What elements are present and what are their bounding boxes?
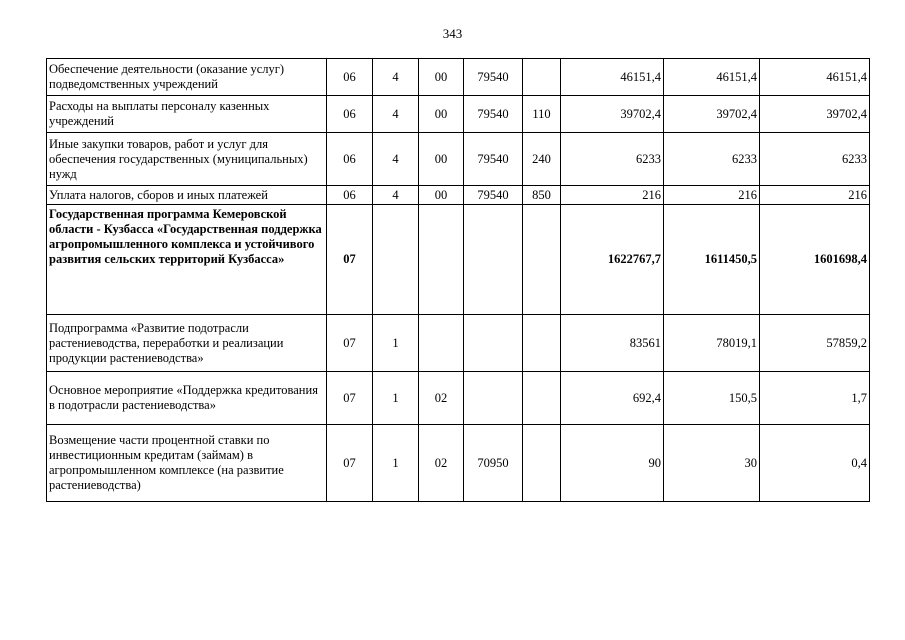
program-code: 07 — [327, 315, 373, 372]
amount-2: 216 — [664, 186, 760, 205]
subprogram-code — [373, 205, 419, 315]
subprogram-code: 4 — [373, 133, 419, 186]
amount-1: 692,4 — [561, 372, 664, 425]
subprogram-code: 4 — [373, 186, 419, 205]
program-code: 06 — [327, 186, 373, 205]
amount-1: 83561 — [561, 315, 664, 372]
table-row-program — [47, 205, 870, 315]
expense-type-code: 850 — [523, 186, 561, 205]
amount-1: 6233 — [561, 133, 664, 186]
direction-code: 70950 — [464, 425, 523, 502]
amount-3: 1,7 — [760, 372, 870, 425]
row-name: Уплата налогов, сборов и иных платежей — [47, 186, 327, 205]
event-code — [419, 205, 464, 315]
program-code: 07 — [327, 205, 373, 315]
amount-3: 6233 — [760, 133, 870, 186]
amount-3: 57859,2 — [760, 315, 870, 372]
event-code — [419, 315, 464, 372]
table-row — [47, 315, 870, 372]
table-row — [47, 186, 870, 205]
event-code: 02 — [419, 372, 464, 425]
expense-type-code — [523, 425, 561, 502]
amount-1: 46151,4 — [561, 59, 664, 96]
amount-2: 150,5 — [664, 372, 760, 425]
direction-code — [464, 372, 523, 425]
row-name: Возмещение части процентной ставки по инвестиционным кредитам (займам) в агропромышленном комплексе (на развитие растениеводства) — [47, 425, 327, 502]
amount-2: 30 — [664, 425, 760, 502]
row-name: Подпрограмма «Развитие подотрасли растениеводства, переработки и реализации продукции растениеводства» — [47, 315, 327, 372]
program-code: 07 — [327, 372, 373, 425]
direction-code — [464, 205, 523, 315]
subprogram-code: 1 — [373, 425, 419, 502]
table-row — [47, 425, 870, 502]
direction-code: 79540 — [464, 96, 523, 133]
amount-2: 6233 — [664, 133, 760, 186]
expense-type-code — [523, 205, 561, 315]
program-code: 06 — [327, 133, 373, 186]
subprogram-code: 4 — [373, 96, 419, 133]
amount-3: 39702,4 — [760, 96, 870, 133]
subprogram-code: 4 — [373, 59, 419, 96]
table-row — [47, 372, 870, 425]
amount-2: 78019,1 — [664, 315, 760, 372]
direction-code — [464, 315, 523, 372]
amount-3: 46151,4 — [760, 59, 870, 96]
direction-code: 79540 — [464, 59, 523, 96]
subprogram-code: 1 — [373, 372, 419, 425]
amount-2: 39702,4 — [664, 96, 760, 133]
event-code: 00 — [419, 96, 464, 133]
table-row — [47, 59, 870, 96]
amount-1: 90 — [561, 425, 664, 502]
budget-table — [46, 58, 870, 502]
row-name: Расходы на выплаты персоналу казенных учреждений — [47, 96, 327, 133]
direction-code: 79540 — [464, 186, 523, 205]
amount-1: 39702,4 — [561, 96, 664, 133]
row-name: Государственная программа Кемеровской области - Кузбасса «Государственная поддержка агропромышленного комплекса и устойчивого развития сельских территорий Кузбасса» — [47, 205, 327, 315]
amount-2: 46151,4 — [664, 59, 760, 96]
program-code: 06 — [327, 96, 373, 133]
event-code: 00 — [419, 186, 464, 205]
expense-type-code — [523, 372, 561, 425]
event-code: 02 — [419, 425, 464, 502]
row-name: Иные закупки товаров, работ и услуг для обеспечения государственных (муниципальных) нужд — [47, 133, 327, 186]
row-name: Обеспечение деятельности (оказание услуг) подведомственных учреждений — [47, 59, 327, 96]
amount-1: 216 — [561, 186, 664, 205]
amount-2: 1611450,5 — [664, 205, 760, 315]
page-number: 343 — [442, 26, 463, 41]
amount-1: 1622767,7 — [561, 205, 664, 315]
table-row — [47, 96, 870, 133]
amount-3: 0,4 — [760, 425, 870, 502]
expense-type-code — [523, 315, 561, 372]
program-code: 07 — [327, 425, 373, 502]
row-name: Основное мероприятие «Поддержка кредитования в подотрасли растениеводства» — [47, 372, 327, 425]
expense-type-code — [523, 59, 561, 96]
amount-3: 1601698,4 — [760, 205, 870, 315]
subprogram-code: 1 — [373, 315, 419, 372]
direction-code: 79540 — [464, 133, 523, 186]
table-row — [47, 133, 870, 186]
program-code: 06 — [327, 59, 373, 96]
event-code: 00 — [419, 133, 464, 186]
expense-type-code: 240 — [523, 133, 561, 186]
amount-3: 216 — [760, 186, 870, 205]
expense-type-code: 110 — [523, 96, 561, 133]
event-code: 00 — [419, 59, 464, 96]
